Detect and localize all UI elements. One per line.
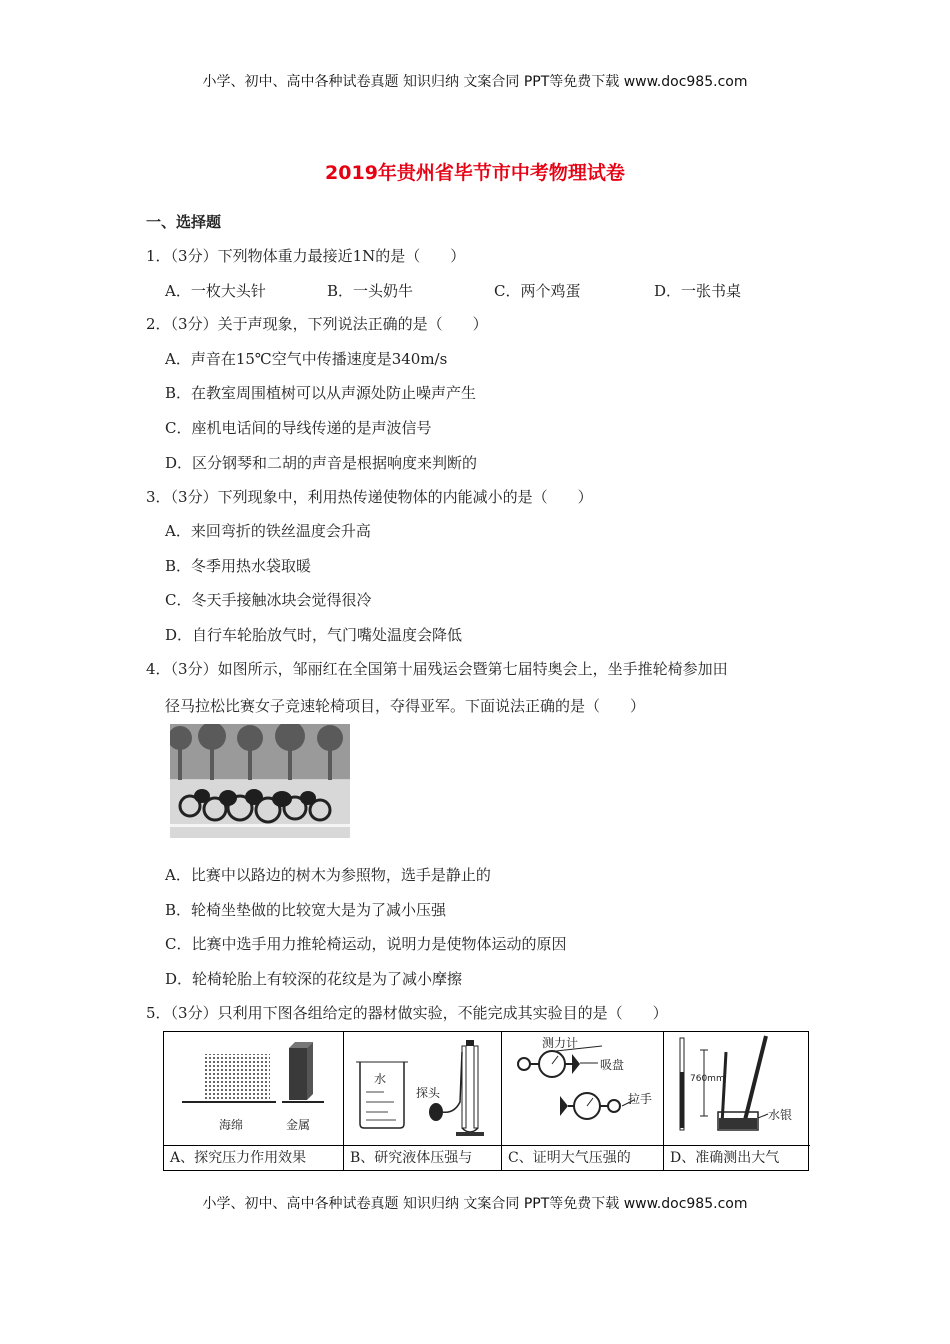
question-4-option-a: A．比赛中以路边的树木为参照物，选手是静止的 [165, 866, 491, 884]
height-760mm-label: 760mm [690, 1074, 725, 1084]
question-4-stem-line-1: 4．（3分）如图所示，邹丽红在全国第十届残运会暨第七届特奥会上，坐手推轮椅参加田 [146, 660, 728, 678]
torricelli-figure [664, 1032, 810, 1145]
caption-c: C、证明大气压强的 [502, 1145, 663, 1170]
question-3-option-a: A．来回弯折的铁丝温度会升高 [165, 522, 371, 540]
metal-label: 金属 [286, 1118, 311, 1132]
mercury-label: 水银 [768, 1108, 793, 1122]
experiment-cell-c [502, 1032, 664, 1170]
question-4-stem-line-2: 径马拉松比赛女子竞速轮椅项目，夺得亚军。下面说法正确的是（ ） [165, 697, 646, 715]
page-header: 小学、初中、高中各种试卷真题 知识归纳 文案合同 PPT等免费下载 www.doc985.com [202, 74, 748, 90]
liquid-pressure-figure [344, 1032, 501, 1145]
question-4-option-b: B．轮椅坐垫做的比较宽大是为了减小压强 [165, 901, 447, 919]
question-5-stem: 5．（3分）只利用下图各组给定的器材做实验，不能完成其实验目的是（ ） [146, 1004, 668, 1022]
spring-scale-label: 测力计 [542, 1036, 579, 1050]
suction-cup-label: 吸盘 [600, 1058, 625, 1072]
caption-b: B、研究液体压强与 [344, 1145, 501, 1170]
question-3-option-d: D．自行车轮胎放气时，气门嘴处温度会降低 [165, 626, 463, 644]
water-label: 水 [374, 1072, 387, 1086]
question-2-stem: 2．（3分）关于声现象，下列说法正确的是（ ） [146, 315, 488, 333]
experiment-table [163, 1031, 809, 1171]
page-title: 2019年贵州省毕节市中考物理试卷 [325, 162, 625, 184]
caption-d: D、准确测出大气 [664, 1145, 810, 1170]
handle-label: 拉手 [628, 1092, 653, 1106]
question-3-option-b: B．冬季用热水袋取暖 [165, 557, 312, 575]
experiment-cell-d [664, 1032, 810, 1170]
question-4-option-c: C．比赛中选手用力推轮椅运动，说明力是使物体运动的原因 [165, 935, 567, 953]
probe-label: 探头 [416, 1086, 441, 1100]
page-footer: 小学、初中、高中各种试卷真题 知识归纳 文案合同 PPT等免费下载 www.doc985.com [202, 1196, 748, 1212]
question-1-option-c: C．两个鸡蛋 [494, 282, 581, 300]
question-2-option-a: A．声音在15℃空气中传播速度是340m/s [165, 350, 448, 368]
question-3-option-c: C．冬天手接触冰块会觉得很冷 [165, 591, 372, 609]
experiment-cell-b [344, 1032, 502, 1170]
question-1-option-a: A．一枚大头针 [165, 282, 266, 300]
sponge-metal-figure [164, 1032, 343, 1145]
section-heading: 一、选择题 [146, 213, 222, 231]
question-2-option-c: C．座机电话间的导线传递的是声波信号 [165, 419, 432, 437]
question-4-option-d: D．轮椅轮胎上有较深的花纹是为了减小摩擦 [165, 970, 463, 988]
question-1-option-b: B．一头奶牛 [327, 282, 414, 300]
caption-a: A、探究压力作用效果 [164, 1145, 343, 1170]
question-3-stem: 3．（3分）下列现象中，利用热传递使物体的内能减小的是（ ） [146, 488, 593, 506]
question-1-stem: 1．（3分）下列物体重力最接近1N的是（ ） [146, 247, 466, 265]
wheelchair-race-photo [170, 724, 350, 838]
sponge-label: 海绵 [219, 1118, 244, 1132]
question-2-option-b: B．在教室周围植树可以从声源处防止噪声产生 [165, 384, 477, 402]
question-1-option-d: D．一张书桌 [654, 282, 742, 300]
suction-cup-figure [502, 1032, 663, 1145]
question-2-option-d: D．区分钢琴和二胡的声音是根据响度来判断的 [165, 454, 478, 472]
experiment-cell-a [164, 1032, 344, 1170]
